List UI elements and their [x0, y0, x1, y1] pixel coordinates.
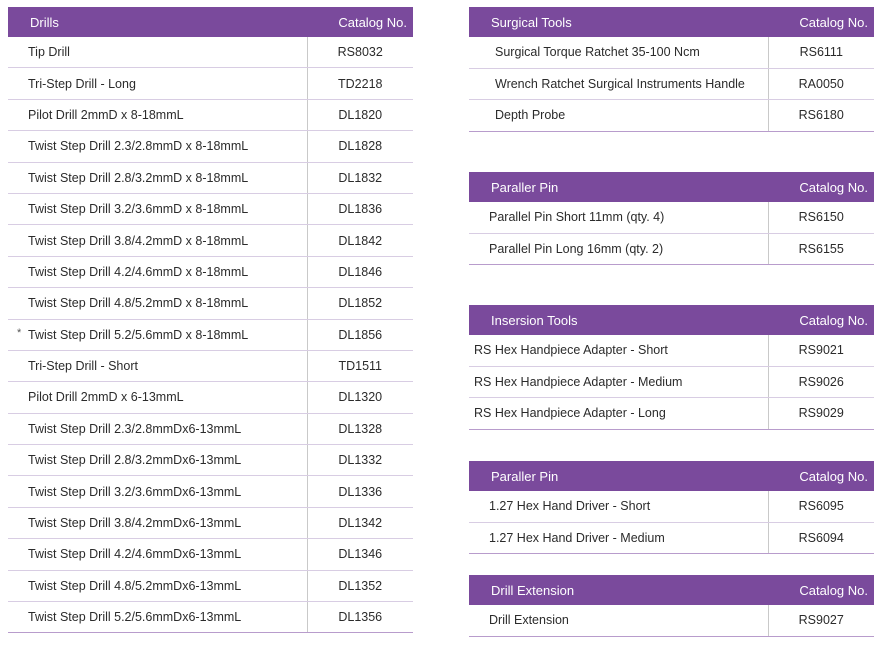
catalog-number: DL1356 [307, 602, 413, 633]
drill-extension-rows [469, 605, 874, 636]
header-catalog: Catalog No. [768, 461, 874, 491]
header-catalog: Catalog No. [768, 7, 874, 37]
item-name: Wrench Ratchet Surgical Instruments Handle [495, 76, 745, 91]
table-header [469, 172, 874, 202]
item-name: Depth Probe [495, 108, 566, 123]
item-name: Twist Step Drill 4.8/5.2mmD x 8-18mmL [28, 296, 249, 311]
item-name: Twist Step Drill 5.2/5.6mmD x 8-18mmL [28, 327, 249, 342]
header-name: Paraller Pin [469, 172, 768, 202]
header-name: Insersion Tools [469, 305, 768, 335]
table-row [8, 68, 413, 99]
item-name-cell [469, 68, 768, 100]
item-name: Pilot Drill 2mmD x 6-13mmL [28, 390, 184, 405]
catalog-number: DL1828 [307, 131, 413, 162]
item-name-cell [8, 539, 307, 570]
table-row [8, 225, 413, 256]
table-row [8, 131, 413, 162]
drill-extension-table [469, 575, 874, 637]
table-row [8, 193, 413, 224]
catalog-number: DL1820 [307, 99, 413, 130]
table-row [8, 162, 413, 193]
header-catalog: Catalog No. [307, 7, 413, 37]
paraller-pin-rows [469, 202, 874, 265]
hex-driver-rows [469, 491, 874, 554]
table-row [8, 413, 413, 444]
item-name-cell [8, 319, 307, 350]
header-name: Drill Extension [469, 575, 768, 605]
catalog-number: DL1320 [307, 382, 413, 413]
catalog-number: DL1328 [307, 413, 413, 444]
header-name: Paraller Pin [469, 461, 768, 491]
table-row [469, 68, 874, 100]
table-row [469, 335, 874, 366]
table-row [469, 100, 874, 132]
table-header [469, 305, 874, 335]
table-row [469, 366, 874, 398]
table-row [469, 233, 874, 265]
item-name-cell [8, 193, 307, 224]
item-name: Surgical Torque Ratchet 35-100 Ncm [495, 45, 700, 60]
table-header [469, 7, 874, 37]
item-name: Parallel Pin Long 16mm (qty. 2) [489, 241, 664, 256]
item-name-cell [8, 570, 307, 601]
item-name-cell [8, 413, 307, 444]
catalog-number: DL1836 [307, 193, 413, 224]
catalog-number: DL1342 [307, 507, 413, 538]
catalog-number: DL1852 [307, 288, 413, 319]
catalog-number: RS9027 [768, 605, 874, 636]
item-name: RS Hex Handpiece Adapter - Long [474, 406, 666, 421]
item-name-cell [469, 335, 768, 366]
table-row [8, 288, 413, 319]
drills-table [8, 7, 413, 633]
insertion-tools-rows [469, 335, 874, 429]
table-row [8, 445, 413, 476]
catalog-number: RS9029 [768, 398, 874, 430]
table-row [8, 382, 413, 413]
item-name: Twist Step Drill 2.3/2.8mmD x 8-18mmL [28, 139, 249, 154]
table-row [8, 37, 413, 68]
item-name-cell [8, 162, 307, 193]
paraller-pin-table [469, 172, 874, 265]
table-row [8, 539, 413, 570]
catalog-number: DL1346 [307, 539, 413, 570]
table-row [8, 602, 413, 633]
table-row [8, 570, 413, 601]
table-header [8, 7, 413, 37]
table-row [469, 522, 874, 554]
item-name-cell [8, 507, 307, 538]
item-name-cell [469, 366, 768, 398]
item-name: Twist Step Drill 5.2/5.6mmDx6-13mmL [28, 610, 242, 625]
header-catalog: Catalog No. [768, 305, 874, 335]
catalog-number: DL1336 [307, 476, 413, 507]
item-name: Tri-Step Drill - Short [28, 359, 138, 374]
catalog-number: DL1352 [307, 570, 413, 601]
table-row [8, 476, 413, 507]
catalog-number: RS6155 [768, 233, 874, 265]
table-header [469, 461, 874, 491]
table-row [469, 605, 874, 636]
catalog-number: RS6150 [768, 202, 874, 233]
item-name: Twist Step Drill 2.3/2.8mmDx6-13mmL [28, 421, 242, 436]
item-name-cell [469, 233, 768, 265]
item-name: RS Hex Handpiece Adapter - Short [474, 343, 668, 358]
item-name-cell [8, 476, 307, 507]
catalog-number: DL1842 [307, 225, 413, 256]
item-name: 1.27 Hex Hand Driver - Medium [489, 530, 665, 545]
item-name: RS Hex Handpiece Adapter - Medium [474, 374, 683, 389]
item-name: Twist Step Drill 3.8/4.2mmDx6-13mmL [28, 516, 242, 531]
table-row [8, 350, 413, 381]
item-name-cell [8, 445, 307, 476]
item-name: Pilot Drill 2mmD x 8-18mmL [28, 107, 184, 122]
catalog-number: RS6111 [768, 37, 874, 68]
header-name: Surgical Tools [469, 7, 768, 37]
item-name: Twist Step Drill 4.8/5.2mmDx6-13mmL [28, 578, 242, 593]
catalog-number: DL1846 [307, 256, 413, 287]
header-name: Drills [8, 7, 307, 37]
item-name-cell [8, 68, 307, 99]
item-name-cell [8, 37, 307, 68]
table-row [469, 398, 874, 430]
header-catalog: Catalog No. [768, 172, 874, 202]
table-header [469, 575, 874, 605]
item-name-cell [8, 99, 307, 130]
item-name-cell [8, 602, 307, 633]
catalog-number: DL1832 [307, 162, 413, 193]
item-name-cell [469, 605, 768, 636]
item-name: Tip Drill [28, 45, 70, 60]
table-row [8, 319, 413, 350]
catalog-number: RS9021 [768, 335, 874, 366]
item-name: Twist Step Drill 2.8/3.2mmDx6-13mmL [28, 453, 242, 468]
table-row [8, 256, 413, 287]
surgical-tools-rows [469, 37, 874, 131]
table-row [8, 99, 413, 130]
item-name-cell [8, 288, 307, 319]
item-name: Twist Step Drill 4.2/4.6mmD x 8-18mmL [28, 264, 249, 279]
item-name: Twist Step Drill 3.2/3.6mmDx6-13mmL [28, 484, 242, 499]
catalog-number: TD2218 [307, 68, 413, 99]
catalog-number: RA0050 [768, 68, 874, 100]
drills-rows [8, 37, 413, 633]
item-name: 1.27 Hex Hand Driver - Short [489, 499, 651, 514]
item-name-cell [469, 522, 768, 554]
table-row [8, 507, 413, 538]
table-row [469, 37, 874, 68]
catalog-number: RS6180 [768, 100, 874, 132]
item-name-cell [469, 100, 768, 132]
item-name-cell [469, 202, 768, 233]
item-name: Twist Step Drill 4.2/4.6mmDx6-13mmL [28, 547, 242, 562]
insertion-tools-table [469, 305, 874, 430]
hex-driver-table [469, 461, 874, 554]
table-row [469, 491, 874, 522]
item-name: Twist Step Drill 2.8/3.2mmD x 8-18mmL [28, 170, 249, 185]
surgical-tools-table [469, 7, 874, 132]
table-row [469, 202, 874, 233]
header-catalog: Catalog No. [768, 575, 874, 605]
item-name-cell [469, 37, 768, 68]
catalog-number: RS6094 [768, 522, 874, 554]
item-name-cell [8, 225, 307, 256]
item-name-cell [8, 131, 307, 162]
catalog-number: TD1511 [307, 350, 413, 381]
item-name: Drill Extension [489, 613, 569, 628]
item-name: Parallel Pin Short 11mm (qty. 4) [489, 210, 665, 225]
catalog-number: RS8032 [307, 37, 413, 68]
item-name: Tri-Step Drill - Long [28, 76, 136, 91]
item-name-cell [469, 491, 768, 522]
item-name-cell [8, 382, 307, 413]
item-name-cell [469, 398, 768, 430]
catalog-number: DL1856 [307, 319, 413, 350]
catalog-number: RS6095 [768, 491, 874, 522]
catalog-number: RS9026 [768, 366, 874, 398]
item-name: Twist Step Drill 3.2/3.6mmD x 8-18mmL [28, 202, 249, 217]
catalog-number: DL1332 [307, 445, 413, 476]
item-name-cell [8, 256, 307, 287]
asterisk-marker: * [17, 326, 22, 339]
item-name-cell [8, 350, 307, 381]
item-name: Twist Step Drill 3.8/4.2mmD x 8-18mmL [28, 233, 249, 248]
